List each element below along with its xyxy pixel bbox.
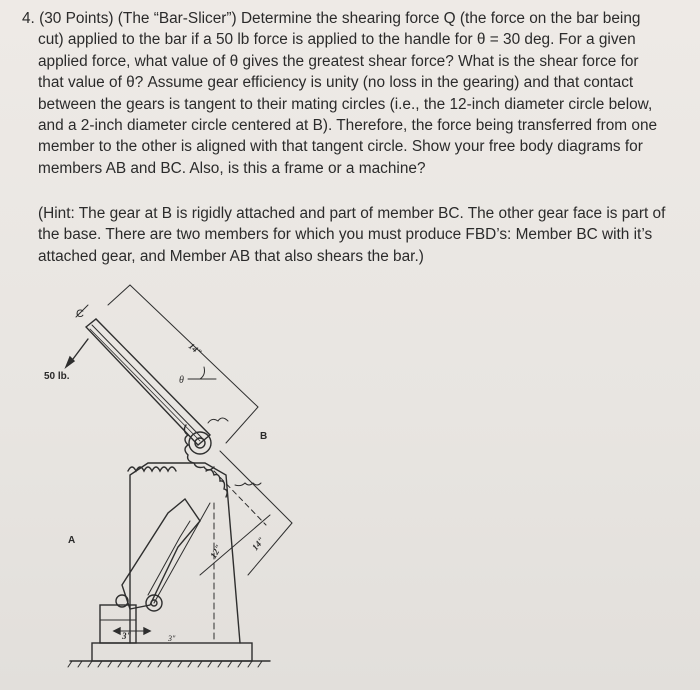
bar-slicer-diagram — [30, 275, 300, 670]
bar-slicer-figure — [30, 275, 300, 670]
label-c: C — [76, 308, 84, 320]
label-dim-14-right: 14" — [249, 535, 267, 553]
problem-line-7: member to the other is aligned with that tangent circle. Show your free body diagrams for — [38, 138, 643, 156]
base-plate — [92, 643, 252, 661]
problem-line-2: cut) applied to the bar if a 50 lb force is applied to the handle for θ = 30 deg. For a given — [38, 31, 636, 49]
hint-line-3: attached gear, and Member AB that also shears the bar.) — [38, 247, 424, 265]
ground-hatch — [68, 661, 262, 667]
label-dim-14-top: 14" — [186, 340, 204, 358]
label-a: A — [68, 535, 76, 546]
problem-statement — [22, 8, 690, 179]
label-dim-12: 12" — [208, 542, 224, 560]
problem-line-1: 4. (30 Points) (The “Bar-Slicer”) Determine the shearing force Q (the force on the bar being — [22, 10, 641, 27]
label-dim-3: 3" — [122, 631, 132, 641]
dim-12-arc — [214, 471, 266, 525]
problem-line-6: and a 2-inch diameter circle centered at B). Therefore, the force being transferred from one — [38, 117, 658, 135]
hint-line-2: the base. There are two members for which you must produce FBD’s: Member BC with it’s — [38, 226, 653, 244]
dim-14-right-line — [220, 451, 292, 523]
label-force-50lb: 50 lb. — [44, 371, 70, 382]
label-b: B — [260, 431, 268, 442]
hint-paragraph — [38, 203, 688, 267]
member-ab-link — [154, 503, 210, 603]
problem-line-5: between the gears is tangent to their mating circles (i.e., the 12-inch diameter circle below, — [38, 95, 653, 113]
hint-line-1: (Hint: The gear at B is rigidly attached and part of member BC. The other gear face is part of — [38, 205, 666, 222]
problem-line-4: that value of θ? Assume gear efficiency is unity (no loss in the gearing) and that contact — [38, 74, 634, 92]
member-ab-blade — [122, 499, 200, 609]
label-theta: θ — [179, 375, 184, 386]
base-gear-teeth — [128, 467, 176, 471]
problem-line-8: members AB and BC. Also, is this a frame or a machine? — [38, 159, 426, 177]
dim-14-top-ext1 — [108, 285, 130, 305]
base-frame — [130, 463, 240, 643]
problem-line-3: applied force, what value of θ gives the greatest shear force? What is the shear force for — [38, 52, 639, 70]
label-dim-3-small: 3" — [168, 634, 176, 643]
